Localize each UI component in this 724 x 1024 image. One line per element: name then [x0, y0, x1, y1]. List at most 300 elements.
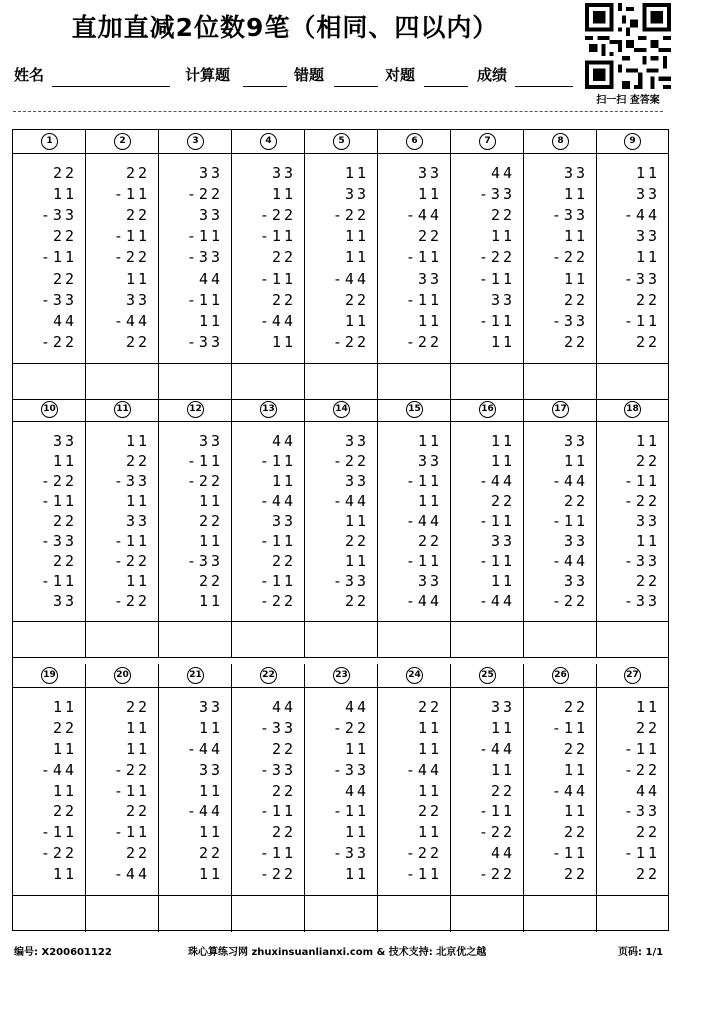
problem-values: [305, 422, 378, 622]
problem-value: -44: [405, 760, 442, 779]
problem-value: 22: [635, 290, 660, 309]
problem-values: [159, 688, 232, 896]
problem-value: -22: [405, 844, 442, 863]
problem-number-cell: [451, 130, 524, 154]
problem-values: [524, 688, 597, 896]
problem-value: 11: [635, 698, 660, 716]
problem-number: 25: [479, 667, 496, 684]
problem-value: 44: [635, 781, 660, 800]
problem-value: 33: [198, 760, 223, 779]
wrong-label: 错题: [294, 66, 325, 84]
problem-value: 33: [563, 532, 588, 550]
problem-values: [86, 154, 159, 364]
count-label: 计算题: [185, 66, 231, 84]
problem-value: 33: [271, 164, 296, 182]
problem-value: -11: [40, 572, 77, 590]
problem-value: 11: [635, 432, 660, 450]
problem-values: [597, 422, 668, 622]
problem-value: 22: [344, 532, 369, 550]
problem-value: -11: [259, 452, 296, 470]
problem-number-cell: [86, 130, 159, 154]
problem-value: -11: [113, 532, 150, 550]
problem-value: -11: [113, 823, 150, 842]
problem-value: -44: [40, 760, 77, 779]
problem-value: 11: [417, 718, 442, 737]
problem-value: 22: [271, 290, 296, 309]
problem-value: -44: [478, 472, 515, 490]
problem-value: -33: [259, 760, 296, 779]
problem-value: -33: [551, 311, 588, 330]
problem-value: 11: [52, 739, 77, 758]
problem-value: -22: [551, 248, 588, 267]
problem-value: 11: [417, 185, 442, 204]
answer-box[interactable]: [159, 896, 232, 932]
problem-values: [378, 422, 451, 622]
problem-number-cell: [597, 664, 668, 688]
problem-value: -33: [478, 185, 515, 204]
problem-value: 11: [125, 269, 150, 288]
problem-value: 11: [490, 452, 515, 470]
problem-value: 22: [198, 512, 223, 530]
problem-value: -44: [259, 492, 296, 510]
problem-value: -11: [259, 227, 296, 246]
problem-value: 11: [417, 823, 442, 842]
problem-value: -11: [113, 781, 150, 800]
problem-value: 22: [52, 227, 77, 246]
problem-value: 33: [198, 206, 223, 225]
problem-value: -33: [623, 269, 660, 288]
problem-value: 22: [344, 290, 369, 309]
problem-value: 33: [52, 592, 77, 610]
problem-value: 22: [417, 698, 442, 716]
problem-value: 11: [417, 492, 442, 510]
answer-box[interactable]: [86, 364, 159, 400]
problem-value: 22: [635, 572, 660, 590]
problem-value: -11: [478, 552, 515, 570]
problem-value: 11: [563, 185, 588, 204]
problem-value: 33: [344, 472, 369, 490]
problem-value: -33: [186, 552, 223, 570]
problem-value: 11: [344, 552, 369, 570]
problem-value: -22: [259, 206, 296, 225]
cut-line: [13, 111, 663, 112]
problem-number: 14: [333, 401, 350, 418]
problem-values: [13, 154, 86, 364]
answer-box[interactable]: [597, 896, 668, 932]
problem-value: 11: [125, 432, 150, 450]
problem-values: [232, 688, 305, 896]
problem-value: 22: [198, 844, 223, 863]
problem-value: 11: [563, 802, 588, 821]
problem-value: 11: [125, 718, 150, 737]
problem-value: -22: [40, 472, 77, 490]
problem-value: 22: [635, 865, 660, 884]
problem-value: -11: [40, 492, 77, 510]
problem-value: 11: [344, 164, 369, 182]
problem-number: 15: [406, 401, 423, 418]
problem-number-cell: [86, 664, 159, 688]
problem-value: 22: [125, 452, 150, 470]
problem-values: [305, 154, 378, 364]
problem-value: 11: [52, 185, 77, 204]
answer-box[interactable]: [524, 622, 597, 658]
problem-value: -22: [186, 185, 223, 204]
problem-number-cell: [13, 398, 86, 422]
problem-values: [524, 422, 597, 622]
problem-number-cell: [524, 130, 597, 154]
problem-value: 11: [125, 492, 150, 510]
problem-value: -11: [405, 290, 442, 309]
problem-value: -33: [113, 472, 150, 490]
problem-values: [232, 422, 305, 622]
problem-value: -22: [332, 718, 369, 737]
problem-value: 22: [125, 332, 150, 351]
problem-number-cell: [597, 398, 668, 422]
problem-value: 11: [125, 739, 150, 758]
answer-box[interactable]: [232, 622, 305, 658]
problem-value: 11: [417, 432, 442, 450]
problem-value: 33: [635, 185, 660, 204]
problem-value: 44: [344, 698, 369, 716]
problem-value: 33: [198, 432, 223, 450]
problem-number: 13: [260, 401, 277, 418]
problem-value: 11: [52, 452, 77, 470]
problem-value: 11: [490, 227, 515, 246]
problem-value: 33: [344, 185, 369, 204]
answer-box[interactable]: [378, 364, 451, 400]
problem-value: -22: [332, 332, 369, 351]
problem-number-cell: [159, 664, 232, 688]
problem-value: -11: [405, 552, 442, 570]
problem-value: 33: [417, 452, 442, 470]
problem-value: -11: [405, 865, 442, 884]
problem-value: -22: [113, 760, 150, 779]
problem-value: -22: [113, 552, 150, 570]
problem-number: 23: [333, 667, 350, 684]
problem-number: 19: [41, 667, 58, 684]
problem-value: 11: [198, 592, 223, 610]
problem-value: -22: [40, 332, 77, 351]
problem-values: [86, 422, 159, 622]
answer-box[interactable]: [378, 622, 451, 658]
problem-value: 44: [490, 164, 515, 182]
problem-value: -44: [405, 206, 442, 225]
problem-value: 22: [635, 718, 660, 737]
problem-value: 22: [271, 248, 296, 267]
wrong-field[interactable]: [334, 86, 378, 87]
problem-number-cell: [305, 398, 378, 422]
problem-value: 22: [563, 698, 588, 716]
problem-value: -11: [623, 739, 660, 758]
problem-values: [378, 688, 451, 896]
problem-value: 11: [490, 572, 515, 590]
problem-value: 22: [563, 332, 588, 351]
problem-value: -11: [623, 844, 660, 863]
problem-number-cell: [232, 664, 305, 688]
problem-value: 33: [417, 164, 442, 182]
problem-value: 44: [271, 698, 296, 716]
problem-number-cell: [13, 130, 86, 154]
problem-values: [232, 154, 305, 364]
problem-value: -33: [40, 532, 77, 550]
problem-value: -22: [623, 760, 660, 779]
problem-value: -22: [405, 332, 442, 351]
problem-value: -33: [623, 592, 660, 610]
problem-number-cell: [13, 664, 86, 688]
problem-value: -33: [332, 844, 369, 863]
problem-value: -11: [186, 290, 223, 309]
answer-box[interactable]: [524, 896, 597, 932]
problem-value: -44: [332, 269, 369, 288]
problem-value: 11: [52, 865, 77, 884]
problem-value: 11: [490, 332, 515, 351]
problem-value: 11: [635, 532, 660, 550]
problem-number: 27: [624, 667, 641, 684]
problem-value: -22: [40, 844, 77, 863]
problem-number-cell: [451, 398, 524, 422]
problem-values: [524, 154, 597, 364]
problem-values: [378, 154, 451, 364]
problem-values: [13, 422, 86, 622]
problem-value: 11: [198, 865, 223, 884]
problem-number-cell: [524, 664, 597, 688]
problem-number: 3: [187, 133, 204, 150]
problem-value: -11: [113, 227, 150, 246]
answer-box[interactable]: [378, 896, 451, 932]
problem-value: 11: [344, 227, 369, 246]
problem-number: 17: [552, 401, 569, 418]
problem-values: [597, 688, 668, 896]
answer-box[interactable]: [232, 896, 305, 932]
problem-value: 11: [490, 432, 515, 450]
problem-number: 18: [624, 401, 641, 418]
problem-value: -11: [40, 823, 77, 842]
problem-value: 11: [198, 781, 223, 800]
problem-value: 11: [198, 823, 223, 842]
problem-number-cell: [378, 130, 451, 154]
problem-value: -11: [551, 512, 588, 530]
problem-number: 26: [552, 667, 569, 684]
problem-value: -44: [478, 739, 515, 758]
problem-value: 33: [563, 572, 588, 590]
problem-value: 22: [563, 739, 588, 758]
problem-value: 22: [52, 802, 77, 821]
problem-value: -11: [478, 802, 515, 821]
problem-value: -11: [405, 248, 442, 267]
problem-value: -33: [40, 290, 77, 309]
problem-value: -11: [551, 844, 588, 863]
problem-value: 11: [52, 698, 77, 716]
problem-value: 33: [417, 269, 442, 288]
answer-box[interactable]: [305, 896, 378, 932]
problem-value: 33: [490, 698, 515, 716]
problem-value: 44: [198, 269, 223, 288]
problem-values: [451, 154, 524, 364]
problem-value: -22: [186, 472, 223, 490]
answer-box[interactable]: [451, 622, 524, 658]
problem-value: -33: [186, 248, 223, 267]
answer-box[interactable]: [305, 622, 378, 658]
problem-value: 33: [125, 290, 150, 309]
problem-value: -22: [259, 592, 296, 610]
problem-value: -44: [551, 781, 588, 800]
problem-value: 22: [52, 552, 77, 570]
problem-value: 22: [125, 206, 150, 225]
problem-value: 11: [271, 332, 296, 351]
answer-box[interactable]: [13, 364, 86, 400]
problem-values: [451, 688, 524, 896]
problem-value: 44: [490, 844, 515, 863]
problem-value: -11: [259, 572, 296, 590]
problem-value: -44: [113, 865, 150, 884]
score-field[interactable]: [515, 86, 573, 87]
problem-value: -33: [40, 206, 77, 225]
problem-value: -33: [551, 206, 588, 225]
problem-number-cell: [451, 664, 524, 688]
problem-value: -33: [623, 552, 660, 570]
problem-value: 22: [563, 492, 588, 510]
problem-value: -11: [259, 802, 296, 821]
problem-value: 33: [563, 432, 588, 450]
problem-value: -11: [551, 718, 588, 737]
answer-box[interactable]: [451, 896, 524, 932]
answer-box[interactable]: [159, 622, 232, 658]
problem-value: 33: [52, 432, 77, 450]
problem-value: -22: [113, 592, 150, 610]
problem-value: 22: [635, 823, 660, 842]
problem-value: 33: [198, 698, 223, 716]
problem-number: 16: [479, 401, 496, 418]
problem-value: -11: [405, 472, 442, 490]
problem-value: 22: [490, 781, 515, 800]
problem-value: 22: [52, 164, 77, 182]
problem-value: 22: [417, 802, 442, 821]
problem-number: 9: [624, 133, 641, 150]
problem-value: 22: [52, 512, 77, 530]
name-field[interactable]: [52, 86, 170, 87]
problem-value: 33: [125, 512, 150, 530]
problem-value: 33: [635, 512, 660, 530]
problem-value: -11: [40, 248, 77, 267]
problem-value: -11: [259, 532, 296, 550]
problem-number-cell: [159, 130, 232, 154]
problem-value: -11: [623, 311, 660, 330]
problem-value: -44: [623, 206, 660, 225]
problem-value: 22: [563, 865, 588, 884]
answer-box[interactable]: [232, 364, 305, 400]
score-label: 成绩: [477, 66, 508, 84]
problem-value: -33: [623, 802, 660, 821]
problem-value: -44: [478, 592, 515, 610]
problem-value: 33: [198, 164, 223, 182]
problem-value: 44: [271, 432, 296, 450]
problem-values: [597, 154, 668, 364]
problem-number-cell: [597, 130, 668, 154]
problem-number: 7: [479, 133, 496, 150]
problem-value: 22: [125, 164, 150, 182]
problem-value: 22: [125, 698, 150, 716]
problem-value: -22: [332, 206, 369, 225]
problem-value: -33: [332, 572, 369, 590]
problem-value: -11: [186, 227, 223, 246]
problem-value: -33: [259, 718, 296, 737]
problem-value: 22: [563, 823, 588, 842]
problem-value: 11: [344, 739, 369, 758]
problem-value: -44: [113, 311, 150, 330]
answer-box[interactable]: [305, 364, 378, 400]
problem-value: 22: [271, 739, 296, 758]
problem-values: [159, 422, 232, 622]
problem-value: -22: [551, 592, 588, 610]
answer-box[interactable]: [597, 364, 668, 400]
answer-box[interactable]: [597, 622, 668, 658]
problem-number: 4: [260, 133, 277, 150]
problem-value: -44: [259, 311, 296, 330]
problem-value: 33: [490, 532, 515, 550]
problem-value: 22: [125, 802, 150, 821]
problem-value: 33: [635, 227, 660, 246]
answer-box[interactable]: [451, 364, 524, 400]
problem-number-cell: [305, 664, 378, 688]
footer-page: 页码: 1/1: [618, 947, 664, 958]
answer-box[interactable]: [13, 622, 86, 658]
problem-number: 20: [114, 667, 131, 684]
problem-value: 11: [52, 781, 77, 800]
problem-value: -22: [478, 823, 515, 842]
problem-value: 22: [271, 823, 296, 842]
problem-value: -33: [332, 760, 369, 779]
problem-values: [13, 688, 86, 896]
problem-number-cell: [524, 398, 597, 422]
problem-value: 22: [271, 781, 296, 800]
problem-value: 11: [417, 311, 442, 330]
problem-number: 11: [114, 401, 131, 418]
problem-value: -33: [186, 332, 223, 351]
answer-box[interactable]: [159, 364, 232, 400]
problem-value: 33: [417, 572, 442, 590]
count-field[interactable]: [243, 86, 287, 87]
problem-values: [305, 688, 378, 896]
answer-box[interactable]: [86, 622, 159, 658]
right-field[interactable]: [424, 86, 468, 87]
problem-number-cell: [378, 398, 451, 422]
problem-value: 11: [344, 865, 369, 884]
problem-value: -44: [186, 739, 223, 758]
qr-code[interactable]: [585, 3, 671, 89]
problem-value: -44: [551, 552, 588, 570]
problem-value: -44: [186, 802, 223, 821]
problem-value: -22: [332, 452, 369, 470]
problem-number: 8: [552, 133, 569, 150]
problem-value: -44: [332, 492, 369, 510]
problem-value: -22: [623, 492, 660, 510]
footer-code: 编号: X200601122: [14, 947, 112, 958]
problem-value: -22: [259, 865, 296, 884]
problem-number: 24: [406, 667, 423, 684]
problem-value: 33: [490, 290, 515, 309]
problem-values: [86, 688, 159, 896]
answer-box[interactable]: [524, 364, 597, 400]
problem-value: 11: [635, 248, 660, 267]
problem-number: 6: [406, 133, 423, 150]
answer-box[interactable]: [13, 896, 86, 932]
answer-box[interactable]: [86, 896, 159, 932]
problem-value: 22: [417, 227, 442, 246]
problem-value: 33: [344, 432, 369, 450]
problem-value: 11: [344, 248, 369, 267]
problem-value: 22: [344, 592, 369, 610]
problem-value: 11: [344, 823, 369, 842]
